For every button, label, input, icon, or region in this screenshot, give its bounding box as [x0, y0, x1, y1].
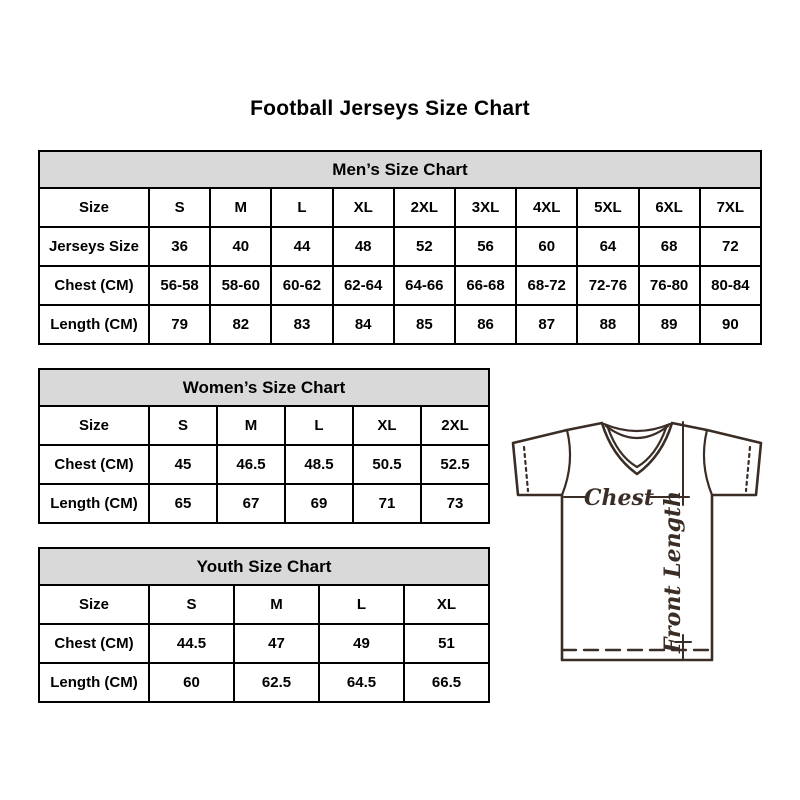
value-cell: 52	[394, 227, 455, 266]
value-cell: L	[319, 585, 404, 624]
value-cell: 36	[149, 227, 210, 266]
value-cell: 44	[271, 227, 332, 266]
table-row	[39, 484, 489, 523]
value-cell: 64	[577, 227, 638, 266]
youth-size-table	[38, 547, 490, 703]
row-label-cell: Size	[39, 188, 149, 227]
value-cell: 86	[455, 305, 516, 344]
value-cell: S	[149, 188, 210, 227]
value-cell: 2XL	[421, 406, 489, 445]
value-cell: 47	[234, 624, 319, 663]
jersey-diagram	[505, 408, 767, 666]
value-cell: 79	[149, 305, 210, 344]
table-row	[39, 227, 761, 266]
value-cell: 3XL	[455, 188, 516, 227]
jersey-outline	[513, 423, 761, 660]
row-label-cell: Chest (CM)	[39, 266, 149, 305]
value-cell: 51	[404, 624, 489, 663]
row-label-cell: Chest (CM)	[39, 445, 149, 484]
row-label-cell: Jerseys Size	[39, 227, 149, 266]
value-cell: 46.5	[217, 445, 285, 484]
value-cell: 88	[577, 305, 638, 344]
value-cell: M	[210, 188, 271, 227]
value-cell: 64-66	[394, 266, 455, 305]
table-row	[39, 266, 761, 305]
value-cell: 68	[639, 227, 700, 266]
chest-measure-label: Chest	[583, 485, 655, 511]
table-title: Youth Size Chart	[39, 548, 489, 585]
value-cell: 49	[319, 624, 404, 663]
row-label-cell: Size	[39, 585, 149, 624]
row-label-cell: Length (CM)	[39, 484, 149, 523]
table-row	[39, 585, 489, 624]
value-cell: 76-80	[639, 266, 700, 305]
value-cell: 58-60	[210, 266, 271, 305]
collar-back-arc-outer	[604, 424, 670, 431]
value-cell: 80-84	[700, 266, 761, 305]
table-title: Men’s Size Chart	[39, 151, 761, 188]
value-cell: 85	[394, 305, 455, 344]
value-cell: 69	[285, 484, 353, 523]
value-cell: L	[271, 188, 332, 227]
jersey-drawing	[513, 422, 761, 660]
value-cell: 48.5	[285, 445, 353, 484]
table-row	[39, 663, 489, 702]
value-cell: 72-76	[577, 266, 638, 305]
value-cell: 72	[700, 227, 761, 266]
row-label-cell: Chest (CM)	[39, 624, 149, 663]
value-cell: 48	[333, 227, 394, 266]
value-cell: 6XL	[639, 188, 700, 227]
value-cell: 44.5	[149, 624, 234, 663]
value-cell: XL	[353, 406, 421, 445]
row-label-cell: Size	[39, 406, 149, 445]
value-cell: 68-72	[516, 266, 577, 305]
value-cell: 73	[421, 484, 489, 523]
value-cell: 60-62	[271, 266, 332, 305]
value-cell: XL	[404, 585, 489, 624]
value-cell: XL	[333, 188, 394, 227]
value-cell: 89	[639, 305, 700, 344]
value-cell: L	[285, 406, 353, 445]
value-cell: 52.5	[421, 445, 489, 484]
table-row	[39, 445, 489, 484]
womens-size-table	[38, 368, 490, 524]
page-title: Football Jerseys Size Chart	[250, 97, 530, 120]
mens-size-table	[38, 150, 762, 345]
value-cell: 60	[516, 227, 577, 266]
value-cell: 90	[700, 305, 761, 344]
value-cell: 82	[210, 305, 271, 344]
table-title: Women’s Size Chart	[39, 369, 489, 406]
table-row	[39, 188, 761, 227]
value-cell: 40	[210, 227, 271, 266]
value-cell: 2XL	[394, 188, 455, 227]
value-cell: S	[149, 406, 217, 445]
value-cell: 50.5	[353, 445, 421, 484]
value-cell: 62-64	[333, 266, 394, 305]
value-cell: 84	[333, 305, 394, 344]
value-cell: 45	[149, 445, 217, 484]
value-cell: 64.5	[319, 663, 404, 702]
value-cell: S	[149, 585, 234, 624]
row-label-cell: Length (CM)	[39, 305, 149, 344]
value-cell: 66.5	[404, 663, 489, 702]
value-cell: 71	[353, 484, 421, 523]
value-cell: 65	[149, 484, 217, 523]
front-length-measure-label: Front Length	[660, 490, 686, 654]
row-label-cell: Length (CM)	[39, 663, 149, 702]
value-cell: 62.5	[234, 663, 319, 702]
value-cell: 56-58	[149, 266, 210, 305]
value-cell: 87	[516, 305, 577, 344]
value-cell: 66-68	[455, 266, 516, 305]
table-row	[39, 624, 489, 663]
value-cell: M	[217, 406, 285, 445]
value-cell: 83	[271, 305, 332, 344]
value-cell: 67	[217, 484, 285, 523]
value-cell: 60	[149, 663, 234, 702]
value-cell: 56	[455, 227, 516, 266]
table-row	[39, 305, 761, 344]
value-cell: 5XL	[577, 188, 638, 227]
value-cell: 4XL	[516, 188, 577, 227]
value-cell: 7XL	[700, 188, 761, 227]
table-row	[39, 406, 489, 445]
value-cell: M	[234, 585, 319, 624]
